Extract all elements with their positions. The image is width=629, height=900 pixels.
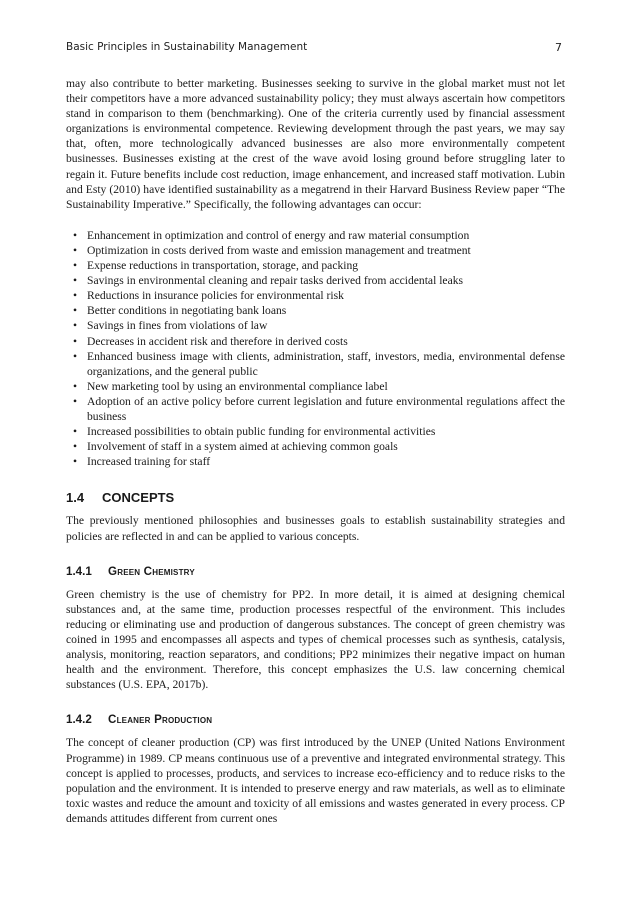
list-item: • Enhancement in optimization and control of energy and raw material consumption [66, 228, 565, 243]
running-title: Basic Principles in Sustainability Management [66, 41, 308, 53]
list-item: • Expense reductions in transportation, storage, and packing [66, 258, 565, 273]
list-item: • Enhanced business image with clients, administration, staff, investors, media, environmental defense organizations, and the general public [66, 349, 565, 379]
list-item: • Increased possibilities to obtain public funding for environmental activities [66, 424, 565, 439]
intro-paragraph: may also contribute to better marketing. Businesses seeking to survive in the global market must not let their competitors have a more advanced sustainability policy; they must always ascertain how competitors stand in comparison to them (benchmarking). One of the criteria currently used by financial assessment organizations is environmental competence. Reviewing development through the past years, we may say that, often, more technologically advanced businesses are also more environmentally competent businesses. Businesses existing at the crest of the wave avoid losing ground before struggling later to regain it. Future benefits include cost reduction, image enhancement, and increased staff motivation. Lubin and Esty (2010) have identified sustainability as a megatrend in their Harvard Business Review paper “The Sustainability Imperative.” Specifically, the following advantages can occur: [66, 77, 565, 211]
list-item: • Increased training for staff [66, 454, 565, 469]
subsection-title: Cleaner Production [108, 713, 213, 727]
list-item: • Savings in environmental cleaning and repair tasks derived from accidental leaks [66, 273, 565, 288]
list-item: • Better conditions in negotiating bank loans [66, 303, 565, 318]
page-number: 7 [555, 41, 562, 54]
list-item: • New marketing tool by using an environmental compliance label [66, 379, 565, 394]
list-item: • Reductions in insurance policies for environmental risk [66, 288, 565, 303]
green-chemistry-paragraph: Green chemistry is the use of chemistry for PP2. In more detail, it is aimed at designing chemical substances and, at the same time, production processes respectful of the environment. This includes reducing or eliminating use and production of dangerous substances. The concept of green chemistry was coined in 1995 and encompasses all aspects and types of chemical processes such as synthesis, catalysis, analysis, monitoring, reaction separators, and conditions; PP2 minimizes their negative impact on human health and the environment. Therefore, this concept emphasizes the U.S. law concerning chemical substances (U.S. EPA, 2017b). [66, 587, 565, 692]
list-item: • Savings in fines from violations of law [66, 318, 565, 333]
concepts-paragraph: The previously mentioned philosophies and businesses goals to establish sustainability strategies and policies are reflected in and can be applied to various concepts. [66, 514, 565, 543]
subsection-number: 1.4.1 [66, 564, 92, 578]
section-title: CONCEPTS [102, 490, 175, 506]
subsection-title: Green Chemistry [108, 564, 195, 578]
list-item: • Involvement of staff in a system aimed at achieving common goals [66, 439, 565, 454]
section-number: 1.4 [66, 490, 85, 506]
subsection-number: 1.4.2 [66, 713, 92, 727]
subsection-heading-cleaner-production [66, 712, 565, 727]
subsection-heading-green-chemistry [66, 564, 565, 579]
list-item: • Decreases in accident risk and therefore in derived costs [66, 334, 565, 349]
advantages-list [66, 228, 565, 470]
page-header [66, 41, 564, 57]
page-body [66, 76, 565, 826]
list-item: • Adoption of an active policy before current legislation and future environmental regulations affect the business [66, 394, 565, 424]
section-heading-concepts [66, 490, 565, 505]
list-item: • Optimization in costs derived from waste and emission management and treatment [66, 243, 565, 258]
cleaner-production-paragraph: The concept of cleaner production (CP) was first introduced by the UNEP (United Nations Environment Programme) in 1989. CP means continuous use of a preventive and integrated environmental strategy. This concept is applied to processes, products, and services to increase eco-efficiency and to reduce risks to the population and the environment. It is intended to preserve energy and raw materials, as well as to eliminate toxic wastes and reduce the amount and toxicity of all emissions and wastes generated in every process. CP demands attitudes different from current ones [66, 736, 565, 825]
